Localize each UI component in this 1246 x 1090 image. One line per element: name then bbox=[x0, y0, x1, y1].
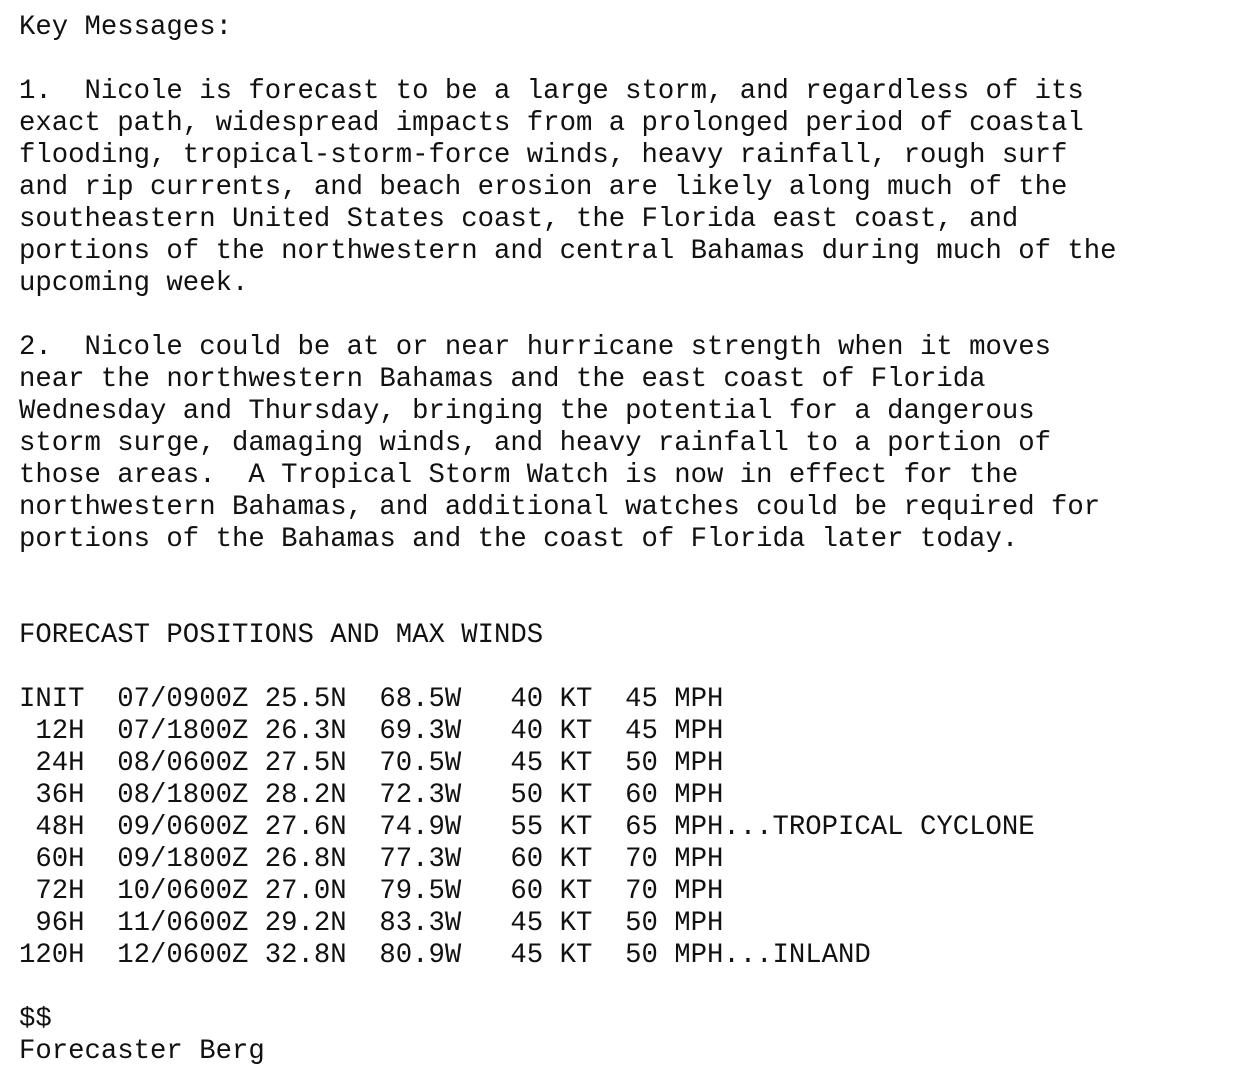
key-messages-heading: Key Messages: bbox=[19, 12, 232, 43]
terminator: $$ bbox=[19, 1004, 52, 1035]
key-message-2-line: Wednesday and Thursday, bringing the potential for a dangerous bbox=[19, 396, 1035, 427]
forecast-row: 120H 12/0600Z 32.8N 80.9W 45 KT 50 MPH...INLAND bbox=[19, 940, 871, 971]
key-message-1-line: upcoming week. bbox=[19, 268, 249, 299]
key-message-2-line: portions of the Bahamas and the coast of Florida later today. bbox=[19, 524, 1019, 555]
blank-line bbox=[19, 972, 1239, 1004]
key-message-2-line: storm surge, damaging winds, and heavy rainfall to a portion of bbox=[19, 428, 1051, 459]
key-message-1-line: 1. Nicole is forecast to be a large storm, and regardless of its bbox=[19, 76, 1084, 107]
blank-line bbox=[19, 556, 1239, 588]
key-message-1-line: portions of the northwestern and central Bahamas during much of the bbox=[19, 236, 1117, 267]
forecast-row: 48H 09/0600Z 27.6N 74.9W 55 KT 65 MPH...TROPICAL CYCLONE bbox=[19, 812, 1035, 843]
forecast-row: 96H 11/0600Z 29.2N 83.3W 45 KT 50 MPH bbox=[19, 908, 724, 939]
key-message-1-line: southeastern United States coast, the Florida east coast, and bbox=[19, 204, 1019, 235]
blank-line bbox=[19, 300, 1239, 332]
blank-line bbox=[19, 588, 1239, 620]
forecast-row: INIT 07/0900Z 25.5N 68.5W 40 KT 45 MPH bbox=[19, 684, 724, 715]
forecast-heading: FORECAST POSITIONS AND MAX WINDS bbox=[19, 620, 544, 651]
key-message-1-line: and rip currents, and beach erosion are likely along much of the bbox=[19, 172, 1068, 203]
forecast-row: 72H 10/0600Z 27.0N 79.5W 60 KT 70 MPH bbox=[19, 876, 724, 907]
forecast-row: 12H 07/1800Z 26.3N 69.3W 40 KT 45 MPH bbox=[19, 716, 724, 747]
forecaster-signature: Forecaster Berg bbox=[19, 1036, 265, 1067]
key-message-2-line: 2. Nicole could be at or near hurricane strength when it moves bbox=[19, 332, 1051, 363]
blank-line bbox=[19, 652, 1239, 684]
forecast-row: 24H 08/0600Z 27.5N 70.5W 45 KT 50 MPH bbox=[19, 748, 724, 779]
advisory-document bbox=[19, 12, 1239, 1068]
key-message-1-line: flooding, tropical-storm-force winds, heavy rainfall, rough surf bbox=[19, 140, 1068, 171]
key-message-2-line: northwestern Bahamas, and additional watches could be required for bbox=[19, 492, 1101, 523]
key-message-1-line: exact path, widespread impacts from a prolonged period of coastal bbox=[19, 108, 1084, 139]
key-message-2-line: those areas. A Tropical Storm Watch is now in effect for the bbox=[19, 460, 1019, 491]
key-message-2-line: near the northwestern Bahamas and the east coast of Florida bbox=[19, 364, 986, 395]
blank-line bbox=[19, 44, 1239, 76]
forecast-row: 36H 08/1800Z 28.2N 72.3W 50 KT 60 MPH bbox=[19, 780, 724, 811]
advisory-text bbox=[19, 12, 1239, 1068]
forecast-row: 60H 09/1800Z 26.8N 77.3W 60 KT 70 MPH bbox=[19, 844, 724, 875]
